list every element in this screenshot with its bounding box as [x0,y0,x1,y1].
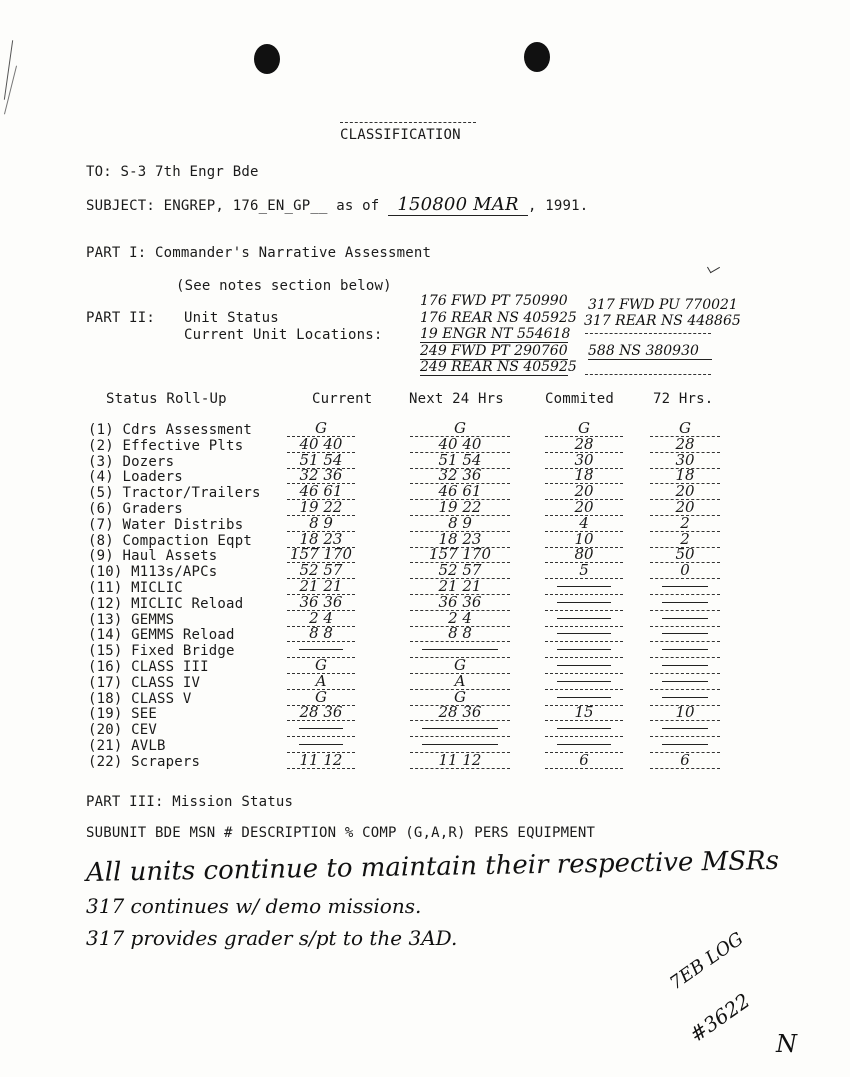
rollup-cell-current: A [315,672,327,690]
rollup-cell-commited: 30 [574,451,594,469]
rollup-cell-commited: 20 [574,482,594,500]
rollup-cell-h72: 20 [675,482,695,500]
rollup-cell-next24: 46 61 [438,482,482,500]
rollup-nil-mark [557,728,611,729]
rollup-nil-mark [422,649,498,650]
location-entry: 317 REAR NS 448865 [584,313,741,329]
rollup-cell-commited: 80 [574,545,594,563]
rollup-nil-mark [557,602,611,603]
rollup-cell-current: 46 61 [299,482,343,500]
rollup-header-commited: Commited [545,391,615,407]
rollup-cell-commited: 6 [579,751,589,769]
locations-label: Current Unit Locations: [184,327,383,343]
rollup-cell-commited: 18 [574,466,594,484]
rollup-cell-current: 40 40 [299,435,343,453]
location-blank [585,374,711,375]
part1-note: (See notes section below) [176,278,392,294]
rollup-cell-h72: 30 [675,451,695,469]
rollup-nil-mark [662,602,708,603]
rollup-cell-next24: 157 170 [428,545,492,563]
rollup-nil-mark [662,728,708,729]
rollup-cell-next24: G [454,419,466,437]
margin-mark [4,40,13,100]
to-line: TO: S-3 7th Engr Bde [86,164,259,180]
note-line: All units continue to maintain their respective MSRs [85,845,780,888]
rollup-row-label: (11) MICLIC [88,580,183,596]
rollup-cell-current: 157 170 [289,545,353,563]
rollup-cell-next24: 21 21 [438,577,482,595]
rollup-blank-line [545,641,623,642]
location-entry: 19 ENGR NT 554618 [420,326,571,342]
rollup-blank-line [545,673,623,674]
rollup-nil-mark [662,665,708,666]
rollup-cell-next24: 51 54 [438,451,482,469]
rollup-row-label: (2) Effective Plts [88,438,244,454]
rollup-cell-h72: 18 [675,466,695,484]
part2-title: PART II: [86,310,156,326]
subject-line [86,194,588,216]
rollup-blank-line [650,594,720,595]
rollup-row-label: (7) Water Distribs [88,517,244,533]
rollup-cell-current: 32 36 [299,466,343,484]
rollup-cell-commited: 15 [574,703,594,721]
rollup-nil-mark [557,618,611,619]
subject-date: 150800 MAR [388,194,528,216]
rollup-cell-commited: 20 [574,498,594,516]
rollup-cell-current: 28 36 [299,703,343,721]
rollup-cell-current: 11 12 [299,751,343,769]
log-number: #3622 [685,988,755,1047]
rollup-row-label: (16) CLASS III [88,659,209,675]
rollup-blank-line [545,626,623,627]
rollup-cell-h72: G [679,419,691,437]
rollup-header-label: Status Roll-Up [106,391,227,407]
rollup-blank-line [650,626,720,627]
rollup-nil-mark [557,649,611,650]
rollup-nil-mark [662,697,708,698]
rollup-cell-next24: 2 4 [448,609,472,627]
rollup-row-label: (12) MICLIC Reload [88,596,244,612]
rollup-header-72hrs: 72 Hrs. [653,391,714,407]
rollup-nil-mark [422,744,498,745]
rollup-cell-next24: 18 23 [438,530,482,548]
rollup-nil-mark [662,649,708,650]
rollup-row-label: (10) M113s/APCs [88,564,218,580]
rollup-nil-mark [422,728,498,729]
rollup-cell-next24: 32 36 [438,466,482,484]
rollup-row-label: (20) CEV [88,722,158,738]
rollup-row-label: (17) CLASS IV [88,675,201,691]
rollup-blank-line [545,610,623,611]
rollup-cell-current: G [315,419,327,437]
rollup-blank-line [545,736,623,737]
rollup-blank-line [650,736,720,737]
note-line: 317 continues w/ demo missions. [86,894,422,918]
rollup-row-label: (1) Cdrs Assessment [88,422,252,438]
rollup-nil-mark [662,586,708,587]
rollup-cell-current: G [315,656,327,674]
rollup-blank-line [650,673,720,674]
rollup-nil-mark [299,744,343,745]
rollup-cell-next24: 52 57 [438,561,482,579]
rollup-blank-line [545,594,623,595]
punch-hole [254,44,280,74]
check-mark [707,262,720,274]
rollup-cell-commited: 5 [579,561,589,579]
rollup-cell-current: 18 23 [299,530,343,548]
unit-status-label: Unit Status [184,310,279,326]
rollup-cell-current: 8 9 [309,514,333,532]
rollup-blank-line [650,610,720,611]
rollup-blank-line [650,641,720,642]
rollup-cell-current: 2 4 [309,609,333,627]
rollup-row-label: (21) AVLB [88,738,166,754]
rollup-nil-mark [662,681,708,682]
log-annotation: 7EB LOG [665,928,748,995]
rollup-cell-h72: 6 [680,751,690,769]
rollup-cell-next24: 19 22 [438,498,482,516]
rollup-nil-mark [299,649,343,650]
rollup-cell-next24: 8 9 [448,514,472,532]
rollup-row-label: (4) Loaders [88,469,183,485]
rollup-blank-line [545,657,623,658]
location-entry: 317 FWD PU 770021 [588,297,738,313]
rollup-cell-current: 36 36 [299,593,343,611]
rollup-cell-current: 21 21 [299,577,343,595]
rollup-cell-commited: G [578,419,590,437]
rollup-cell-h72: 28 [675,435,695,453]
rollup-row-label: (9) Haul Assets [88,548,218,564]
rollup-cell-current: 19 22 [299,498,343,516]
rollup-nil-mark [299,728,343,729]
rollup-row-label: (19) SEE [88,706,158,722]
rollup-row-label: (8) Compaction Eqpt [88,533,252,549]
rollup-nil-mark [662,744,708,745]
rollup-cell-next24: G [454,688,466,706]
punch-hole [524,42,550,72]
rollup-nil-mark [557,665,611,666]
subject-suffix: , 1991. [528,198,589,214]
rollup-blank-line [650,657,720,658]
rollup-cell-h72: 2 [680,530,690,548]
location-entry: 176 FWD PT 750990 [420,293,568,309]
rollup-cell-next24: G [454,656,466,674]
rollup-row-label: (14) GEMMS Reload [88,627,235,643]
initials: N [776,1030,797,1058]
subject-prefix: SUBJECT: ENGREP, 176_EN_GP__ as of [86,198,380,214]
rollup-cell-h72: 20 [675,498,695,516]
rollup-cell-next24: A [454,672,466,690]
rollup-cell-next24: 8 8 [448,624,472,642]
rollup-nil-mark [557,697,611,698]
part3-title: PART III: Mission Status [86,794,294,810]
rollup-header-next24: Next 24 Hrs [409,391,504,407]
rollup-blank-line [650,689,720,690]
classification-label: CLASSIFICATION [340,127,461,143]
rollup-cell-h72: 0 [680,561,690,579]
rollup-cell-h72: 50 [675,545,695,563]
rollup-cell-current: G [315,688,327,706]
rollup-cell-h72: 2 [680,514,690,532]
rollup-nil-mark [662,633,708,634]
rollup-row-label: (5) Tractor/Trailers [88,485,261,501]
rollup-cell-commited: 4 [579,514,589,532]
rollup-row-label: (6) Graders [88,501,183,517]
rollup-row-label: (13) GEMMS [88,612,175,628]
part3-columns: SUBUNIT BDE MSN # DESCRIPTION % COMP (G,A,R) PERS EQUIPMENT [86,825,596,841]
rollup-row-label: (15) Fixed Bridge [88,643,235,659]
rollup-row-label: (3) Dozers [88,454,175,470]
rollup-nil-mark [557,633,611,634]
classification-rule [340,122,476,123]
rollup-cell-next24: 36 36 [438,593,482,611]
location-entry: 176 REAR NS 405925 [420,310,577,326]
rollup-cell-commited: 10 [574,530,594,548]
rollup-header-current: Current [312,391,373,407]
rollup-cell-next24: 40 40 [438,435,482,453]
location-entry: 249 FWD PT 290760 [420,343,568,359]
rollup-blank-line [545,689,623,690]
location-entry: 588 NS 380930 [588,343,712,360]
location-blank [585,333,711,334]
rollup-nil-mark [557,744,611,745]
rollup-nil-mark [557,681,611,682]
rollup-nil-mark [662,618,708,619]
rollup-cell-next24: 11 12 [438,751,482,769]
rollup-cell-current: 8 8 [309,624,333,642]
note-line: 317 provides grader s/pt to the 3AD. [86,926,458,950]
rollup-blank-line [410,736,510,737]
rollup-cell-current: 51 54 [299,451,343,469]
rollup-cell-commited: 28 [574,435,594,453]
part1-title: PART I: Commander's Narrative Assessment [86,245,432,261]
rollup-nil-mark [557,586,611,587]
rollup-row-label: (22) Scrapers [88,754,201,770]
rollup-row-label: (18) CLASS V [88,691,192,707]
rollup-cell-current: 52 57 [299,561,343,579]
location-entry: 249 REAR NS 405925 [420,359,577,375]
rollup-blank-line [287,736,355,737]
rollup-cell-h72: 10 [675,703,695,721]
rollup-cell-next24: 28 36 [438,703,482,721]
